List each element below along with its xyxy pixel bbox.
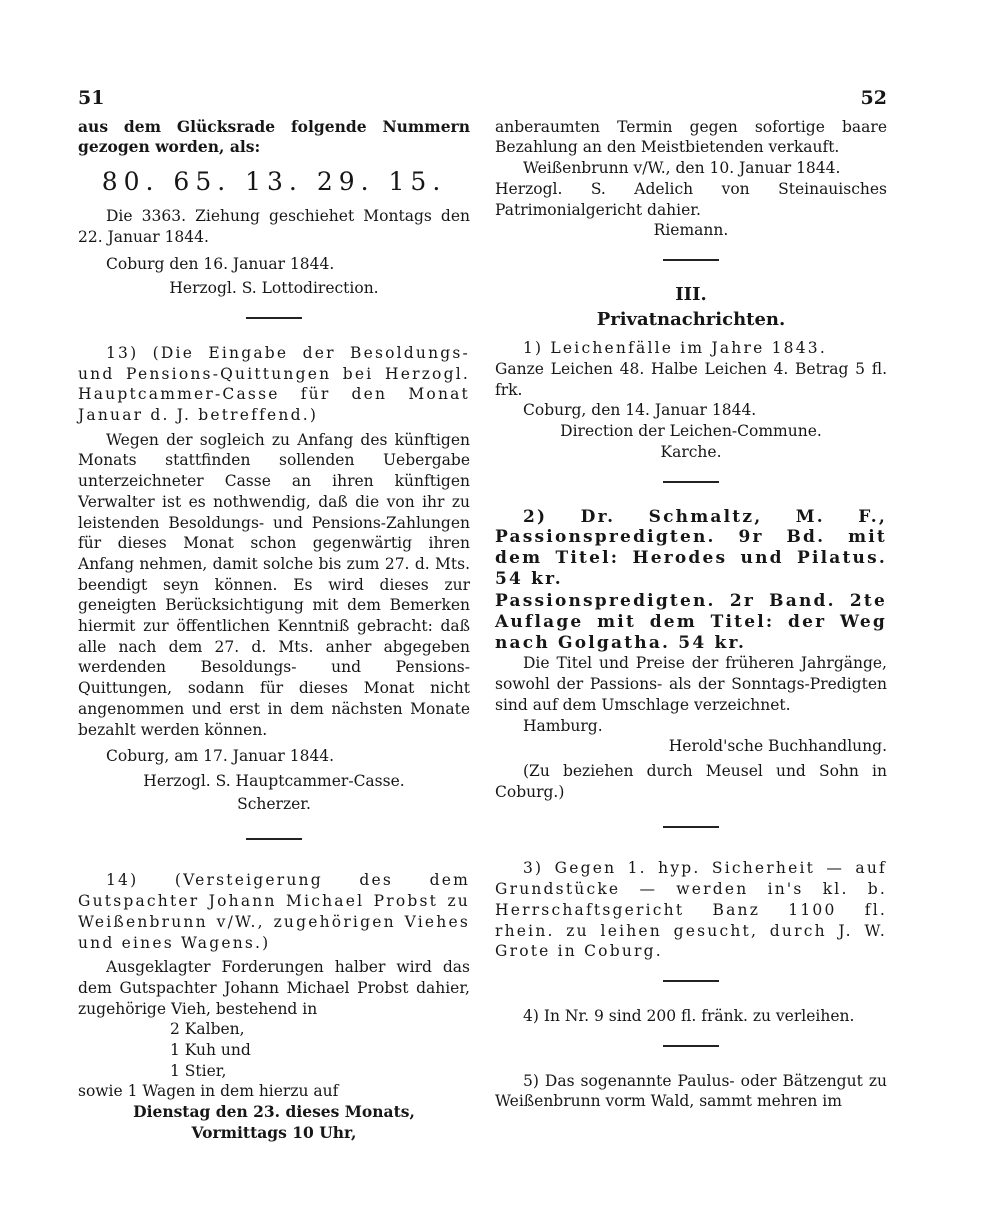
section-divider xyxy=(663,826,719,828)
section-divider xyxy=(663,1045,719,1047)
section-13-body: Wegen der sogleich zu Anfang des künftigen Monats stattfinden sollenden Uebergabe unterzeichneter Casse an ihren künftigen Verwalter ist es nothwendig, daß die von ihr zu leistenden Besoldungs- und Pensions-Zahlungen für dieses Monat schon gegenwärtig ihren Anfang nehmen, damit solche bis zum 27. d. Mts. beendigt seyn können. Es wird dieses zur geneigten Berücksichtigung mit dem Bemerken hiermit zur öffentlichen Kenntniß gebracht: daß alle nach dem 27. d. Mts. anher abgegeben werdenden Besoldungs- und Pensions-Quittungen, sodann für dieses Monat nicht angenommen und erst in dem nächsten Monate bezahlt werden können. xyxy=(78,430,470,739)
wagon-line: sowie 1 Wagen in dem hierzu auf xyxy=(78,1082,339,1101)
item-5-text: 5) Das sogenannte Paulus- oder Bätzengut zu Weißenbrunn vorm Wald, sammt mehren im xyxy=(495,1071,887,1111)
item-2-distribution: (Zu beziehen durch Meusel und Sohn in Coburg.) xyxy=(495,761,887,801)
lottery-numbers: 80. 65. 13. 29. 15. xyxy=(101,167,447,197)
section-divider xyxy=(246,317,302,319)
livestock-item: 1 Kuh und xyxy=(170,1041,251,1060)
item-2-title: 2) Dr. Schmaltz, M. F., Passionspredigten. 9r Bd. mit dem Titel: Herodes und Pilatus. 54 kr. xyxy=(495,506,887,589)
item-1-direction: Direction der Leichen-Commune. xyxy=(560,422,822,441)
item-1-text: Ganze Leichen 48. Halbe Leichen 4. Betrag 5 fl. frk. xyxy=(495,360,887,399)
page-52-column xyxy=(495,88,887,1112)
section-14-body: Ausgeklagter Forderungen halber wird das dem Gutspachter Johann Michael Probst dahier, zugehörige Vieh, bestehend in xyxy=(78,958,470,1018)
section-13-place-date: Coburg, am 17. Januar 1844. xyxy=(106,747,335,766)
section-divider xyxy=(663,259,719,261)
section-13-name: Scherzer. xyxy=(237,794,311,813)
item-2-title-second: Passionspredigten. 2r Band. 2te Auflage mit dem Titel: der Weg nach Golgatha. 54 kr. xyxy=(495,591,887,653)
item-2-publisher: Herold'sche Buchhandlung. xyxy=(668,737,887,756)
patrimonial-court: Herzogl. S. Adelich von Steinauisches Patrimonialgericht dahier. xyxy=(495,179,887,219)
livestock-item: 2 Kalben, xyxy=(170,1020,245,1039)
auction-continuation: anberaumten Termin gegen sofortige baare Bezahlung an den Meistbietenden verkauft. xyxy=(495,117,887,157)
item-2-city: Hamburg. xyxy=(523,716,603,735)
next-draw-notice: Die 3363. Ziehung geschiehet Montags den 22. Januar 1844. xyxy=(78,207,470,246)
section-13-heading: 13) (Die Eingabe der Besoldungs- und Pensions-Quittungen bei Herzogl. Hauptcammer-Casse für den Monat Januar d. J. betreffend.) xyxy=(78,343,470,425)
lottery-signature: Herzogl. S. Lottodirection. xyxy=(169,279,379,298)
section-divider xyxy=(663,980,719,982)
section-divider xyxy=(663,481,719,483)
section-13-signature: Herzogl. S. Hauptcammer-Casse. xyxy=(143,771,405,790)
item-4-text: 4) In Nr. 9 sind 200 fl. fränk. zu verleihen. xyxy=(523,1006,855,1025)
item-2-text: Die Titel und Preise der früheren Jahrgänge, sowohl der Passions- als der Sonntags-Predigten sind auf dem Umschlage verzeichnet. xyxy=(495,654,887,714)
auction-time: Vormittags 10 Uhr, xyxy=(191,1122,357,1142)
section-title: Privatnachrichten. xyxy=(596,308,786,330)
item-1-place-date: Coburg, den 14. Januar 1844. xyxy=(523,401,757,420)
court-official-name: Riemann. xyxy=(653,221,729,240)
page-number-51: 51 xyxy=(78,87,105,109)
item-1-name: Karche. xyxy=(660,442,722,461)
section-numeral: III. xyxy=(675,283,707,305)
lottery-place-date: Coburg den 16. Januar 1844. xyxy=(106,254,335,273)
livestock-item: 1 Stier, xyxy=(170,1061,227,1080)
livestock-list xyxy=(78,1019,470,1081)
page-51-column xyxy=(78,88,470,1144)
section-14-heading: 14) (Versteigerung des dem Gutspachter Johann Michael Probst zu Weißenbrunn v/W., zugehörigen Viehes und eines Wagens.) xyxy=(78,871,470,952)
page-number-52: 52 xyxy=(860,87,887,109)
auction-place-date: Weißenbrunn v/W., den 10. Januar 1844. xyxy=(523,159,841,178)
auction-date: Dienstag den 23. dieses Monats, xyxy=(133,1102,415,1122)
item-3-text: 3) Gegen 1. hyp. Sicherheit — auf Grundstücke — werden in's kl. b. Herrschaftsgericht Banz 1100 fl. rhein. zu leihen gesucht, durch J. W. Grote in Coburg. xyxy=(495,859,887,961)
lottery-intro: aus dem Glücksrade folgende Nummern gezogen worden, als: xyxy=(78,116,470,157)
section-divider xyxy=(246,838,302,840)
item-1-heading: 1) Leichenfälle im Jahre 1843. xyxy=(523,339,827,358)
